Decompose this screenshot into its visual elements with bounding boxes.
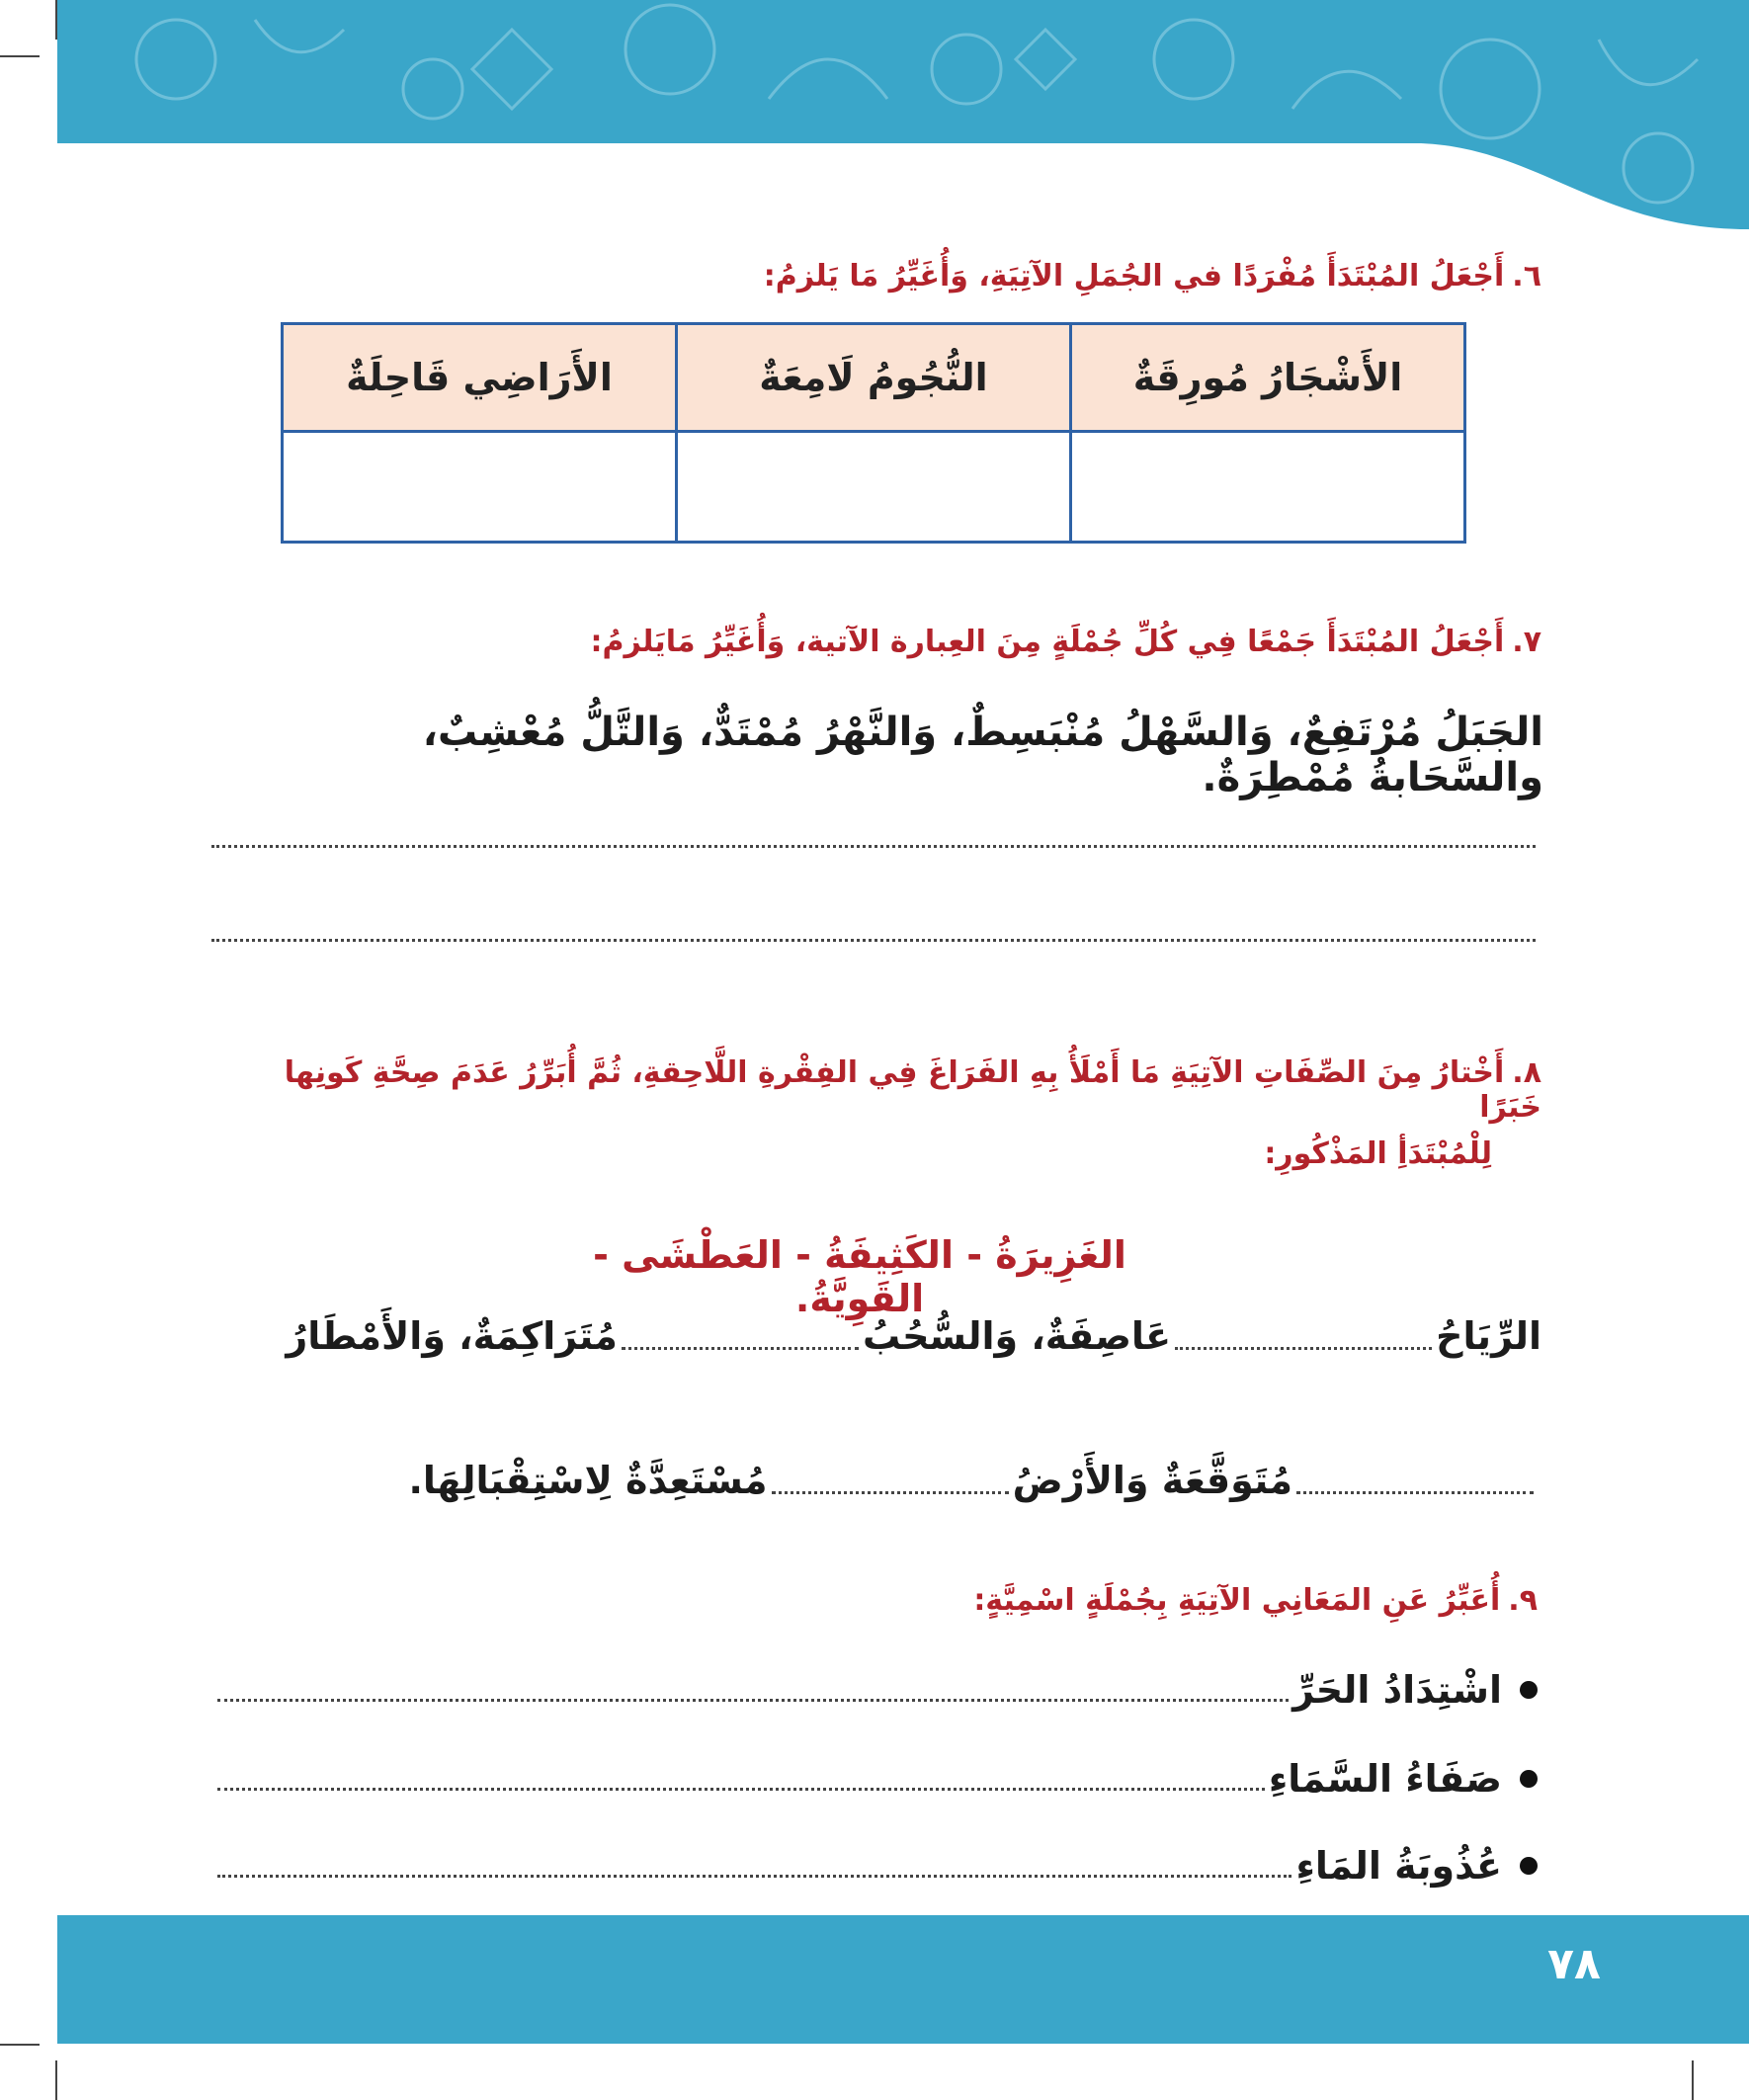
fill-line-2 <box>408 1459 1538 1502</box>
answer-line[interactable] <box>217 1875 1291 1878</box>
blank-field[interactable] <box>1296 1491 1534 1494</box>
crop-mark <box>55 2060 57 2100</box>
header-band <box>57 0 1749 229</box>
instruction-text: أُعَبِّرُ عَنِ المَعَانِي الآتِيَةِ بِجُمْلَةٍ اسْمِيَّةٍ: <box>973 1583 1501 1618</box>
fill-text: مُسْتَعِدَّةٌ لِاسْتِقْبَالِهَا. <box>408 1459 768 1502</box>
instruction-text: أَجْعَلُ المُبْتَدَأَ مُفْرَدًا في الجُمَلِ الآتِيَةِ، وَأُغَيِّرُ مَا يَلزمُ: <box>763 259 1505 294</box>
question-9-instruction <box>889 1583 1538 1618</box>
fill-text: عَاصِفَةٌ، وَالسُّحُبُ <box>862 1314 1172 1358</box>
answer-cell[interactable] <box>1071 432 1465 543</box>
bullet-icon <box>1520 1857 1538 1875</box>
fill-text: مُتَوَقَّعَةٌ وَالأَرْضُ <box>1012 1459 1292 1502</box>
table-header-row <box>283 324 1465 432</box>
answer-line[interactable] <box>217 1699 1289 1702</box>
blank-field[interactable] <box>772 1491 1009 1494</box>
answer-cell[interactable] <box>283 432 677 543</box>
fill-text: مُتَرَاكِمَةٌ، وَالأَمْطَارُ <box>286 1314 618 1358</box>
crop-mark <box>0 55 40 57</box>
fill-text: الرِّيَاحُ <box>1436 1314 1541 1358</box>
answer-line[interactable] <box>211 939 1536 942</box>
question-7-instruction <box>494 625 1541 659</box>
page-number: ٧٨ <box>1547 1939 1601 1989</box>
question-6-instruction <box>751 259 1541 294</box>
question-number: ٦. <box>1512 259 1541 294</box>
answer-line[interactable] <box>217 1788 1265 1791</box>
footer-band <box>57 1915 1749 2044</box>
list-item <box>213 1844 1538 1888</box>
item-label: عُذُوبَةُ المَاءِ <box>1295 1844 1502 1888</box>
crop-mark <box>0 2044 40 2046</box>
question-number: ٧. <box>1512 625 1541 659</box>
question-8-instruction-line1 <box>237 1055 1541 1125</box>
table-answer-row <box>283 432 1465 543</box>
list-item <box>213 1668 1538 1712</box>
blank-field[interactable] <box>1175 1347 1432 1350</box>
choices-list: الغَزِيرَةُ - الكَثِيفَةُ - العَطْشَى - القَوِيَّةُ. <box>593 1233 1126 1320</box>
item-label: صَفَاءُ السَّمَاءِ <box>1268 1757 1502 1801</box>
answer-line[interactable] <box>211 845 1536 848</box>
question-7-sentence: الجَبَلُ مُرْتَفِعٌ، وَالسَّهْلُ مُنْبَسِطٌ، وَالنَّهْرُ مُمْتَدٌّ، وَالتَّلُّ مُعْشِبٌ، والسَّحَابةُ مُمْطِرَةٌ. <box>422 710 1543 800</box>
question-number: ٨. <box>1512 1055 1541 1090</box>
bullet-icon <box>1520 1681 1538 1699</box>
question-8-instruction-line2: لِلْمُبْتَدَأِ المَذْكُورِ: <box>1264 1136 1492 1171</box>
item-label: اشْتِدَادُ الحَرِّ <box>1292 1668 1502 1712</box>
list-item <box>213 1757 1538 1801</box>
blank-field[interactable] <box>622 1347 859 1350</box>
fill-line-1 <box>286 1314 1541 1358</box>
table-header-cell: الأَشْجَارُ مُورِقَةٌ <box>1071 324 1465 432</box>
bullet-icon <box>1520 1770 1538 1788</box>
singular-table <box>281 322 1466 544</box>
crop-mark <box>1692 2060 1694 2100</box>
header-ornament <box>57 0 1749 229</box>
table-header-cell: النُّجُومُ لَامِعَةٌ <box>677 324 1071 432</box>
answer-cell[interactable] <box>677 432 1071 543</box>
question-number: ٩. <box>1508 1583 1538 1618</box>
table-header-cell: الأَرَاضِي قَاحِلَةٌ <box>283 324 677 432</box>
instruction-text: أَجْعَلُ المُبْتَدَأَ جَمْعًا فِي كُلِّ جُمْلَةٍ مِنَ العِبارة الآتية، وَأُغَيِّرُ مَايَلزمُ: <box>590 625 1505 659</box>
instruction-text: أَخْتارُ مِنَ الصِّفَاتِ الآتِيَةِ مَا أَمْلَأُ بِهِ الفَرَاغَ فِي الفِقْرةِ اللَّاحِقةِ، ثُمَّ أُبَرِّرُ عَدَمَ صِحَّةِ كَونِها خَبَرًا <box>284 1055 1541 1125</box>
